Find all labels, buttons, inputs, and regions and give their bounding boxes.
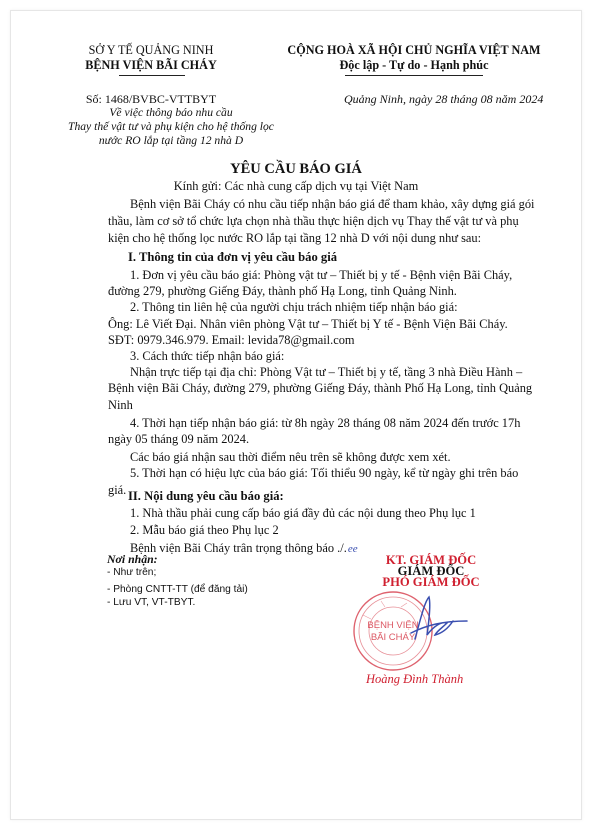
section2-line: 1. Nhà thầu phải cung cấp báo giá đầy đủ các nội dung theo Phụ lục 1 <box>130 506 476 520</box>
signature-kt-title: KT. GIÁM ĐỐC <box>385 553 477 567</box>
section1-line: Ông: Lê Viết Đại. Nhân viên phòng Vật tư – Thiết bị Y tế - Bệnh Viện Bãi Cháy. <box>108 316 508 331</box>
greeting: Kính gửi: Các nhà cung cấp dịch vụ tại Việt Nam <box>173 179 419 193</box>
document-page <box>10 10 582 820</box>
section1-line: giá. <box>108 482 127 497</box>
recipients-heading: Nơi nhận: <box>107 552 158 566</box>
section1-line: Nhận trực tiếp tại địa chỉ: Phòng Vật tư – Thiết bị y tế, tầng 3 nhà Điều Hành – <box>130 365 523 380</box>
motto-underline <box>345 75 483 76</box>
subject-line: Thay thế vật tư và phụ kiện cho hệ thống lọc <box>68 120 274 133</box>
ministry-name: SỞ Y TẾ QUẢNG NINH <box>88 43 214 57</box>
national-motto: Độc lập - Tự do - Hạnh phúc <box>339 58 489 72</box>
org-header <box>71 43 231 73</box>
signature-deputy-title: PHÓ GIÁM ĐỐC <box>382 575 480 589</box>
section2-heading: II. Nội dung yêu cầu báo giá: <box>128 489 284 503</box>
section1-line: SĐT: 0979.346.979. Email: levida78@gmail.com <box>108 332 355 347</box>
doc-title: YÊU CẦU BÁO GIÁ <box>230 161 362 177</box>
subject-line: Về việc thông báo nhu cầu <box>109 106 233 119</box>
doc-subject <box>51 106 291 148</box>
recipients <box>107 552 297 609</box>
section1-line: Các báo giá nhận sau thời điểm nêu trên sẽ không được xem xét. <box>130 450 451 465</box>
national-title: CỘNG HOÀ XÃ HỘI CHỦ NGHĨA VIỆT NAM <box>287 43 541 57</box>
stamp-text-2: BÃI CHÁY <box>370 632 416 643</box>
section1-line: 1. Đơn vị yêu cầu báo giá: Phòng vật tư – Thiết bị y tế - Bệnh viện Bãi Cháy, <box>130 268 513 282</box>
section1-body <box>108 267 553 498</box>
intro-line: Bệnh viện Bãi Cháy có nhu cầu tiếp nhận báo giá để tham khảo, xây dựng giá gói <box>130 197 535 211</box>
handwritten-signature <box>407 587 487 657</box>
stamp-text-1: BỆNH VIỆN <box>367 620 419 631</box>
section1-line: 5. Thời hạn có hiệu lực của báo giá: Tối thiểu 90 ngày, kể từ ngày ghi trên báo <box>130 466 519 481</box>
doc-date: Quảng Ninh, ngày 28 tháng 08 năm 2024 <box>344 92 544 106</box>
signature-director-title: GIÁM ĐỐC <box>397 564 465 578</box>
section2-line: 2. Mẫu báo giá theo Phụ lục 2 <box>130 522 279 537</box>
doc-number: Số: 1468/BVBC-VTTBYT <box>85 92 217 106</box>
national-header <box>273 43 555 73</box>
intro-paragraph <box>108 196 553 247</box>
org-underline <box>119 75 185 76</box>
closing-mark: ee <box>347 543 358 555</box>
section1-line: 3. Cách thức tiếp nhận báo giá: <box>130 349 285 364</box>
section1-line: ngày 05 tháng 09 năm 2024. <box>108 432 250 447</box>
section1-line: 2. Thông tin liên hệ của người chịu trách nhiệm tiếp nhận báo giá: <box>130 300 458 315</box>
intro-line: thầu, làm cơ sở tổ chức lựa chọn nhà thầu thực hiện dịch vụ Thay thế vật tư và phụ <box>108 214 519 228</box>
hospital-name: BỆNH VIỆN BÃI CHÁY <box>85 58 217 72</box>
signer-name: Hoàng Đình Thành <box>366 672 464 686</box>
section1-line: 4. Thời hạn tiếp nhận báo giá: từ 8h ngày 28 tháng 08 năm 2024 đến trước 17h <box>130 415 521 430</box>
section1-line: đường 279, phường Giếng Đáy, thành phố Hạ Long, tỉnh Quảng Ninh. <box>108 284 457 299</box>
section1-line: Ninh <box>108 397 133 412</box>
intro-line: kiện cho hệ thống lọc nước RO lắp tại tầng 12 nhà D với nội dung như sau: <box>108 231 482 245</box>
recipient-item: - Phòng CNTT-TT (để đăng tải) <box>107 584 248 595</box>
closing-text: Bệnh viện Bãi Cháy trân trọng thông báo ./. <box>130 541 347 555</box>
recipient-item: - Lưu VT, VT-TBYT. <box>107 597 196 608</box>
section1-heading: I. Thông tin của đơn vị yêu cầu báo giá <box>128 250 337 264</box>
section1-line: Bệnh viện Bãi Cháy, đường 279, phường Giếng Đáy, thành Phố Hạ Long, tỉnh Quảng <box>108 381 533 396</box>
subject-line: nước RO lắp tại tầng 12 nhà D <box>98 134 244 147</box>
section2-body <box>130 505 550 558</box>
recipient-item: - Như trên; <box>107 567 157 578</box>
